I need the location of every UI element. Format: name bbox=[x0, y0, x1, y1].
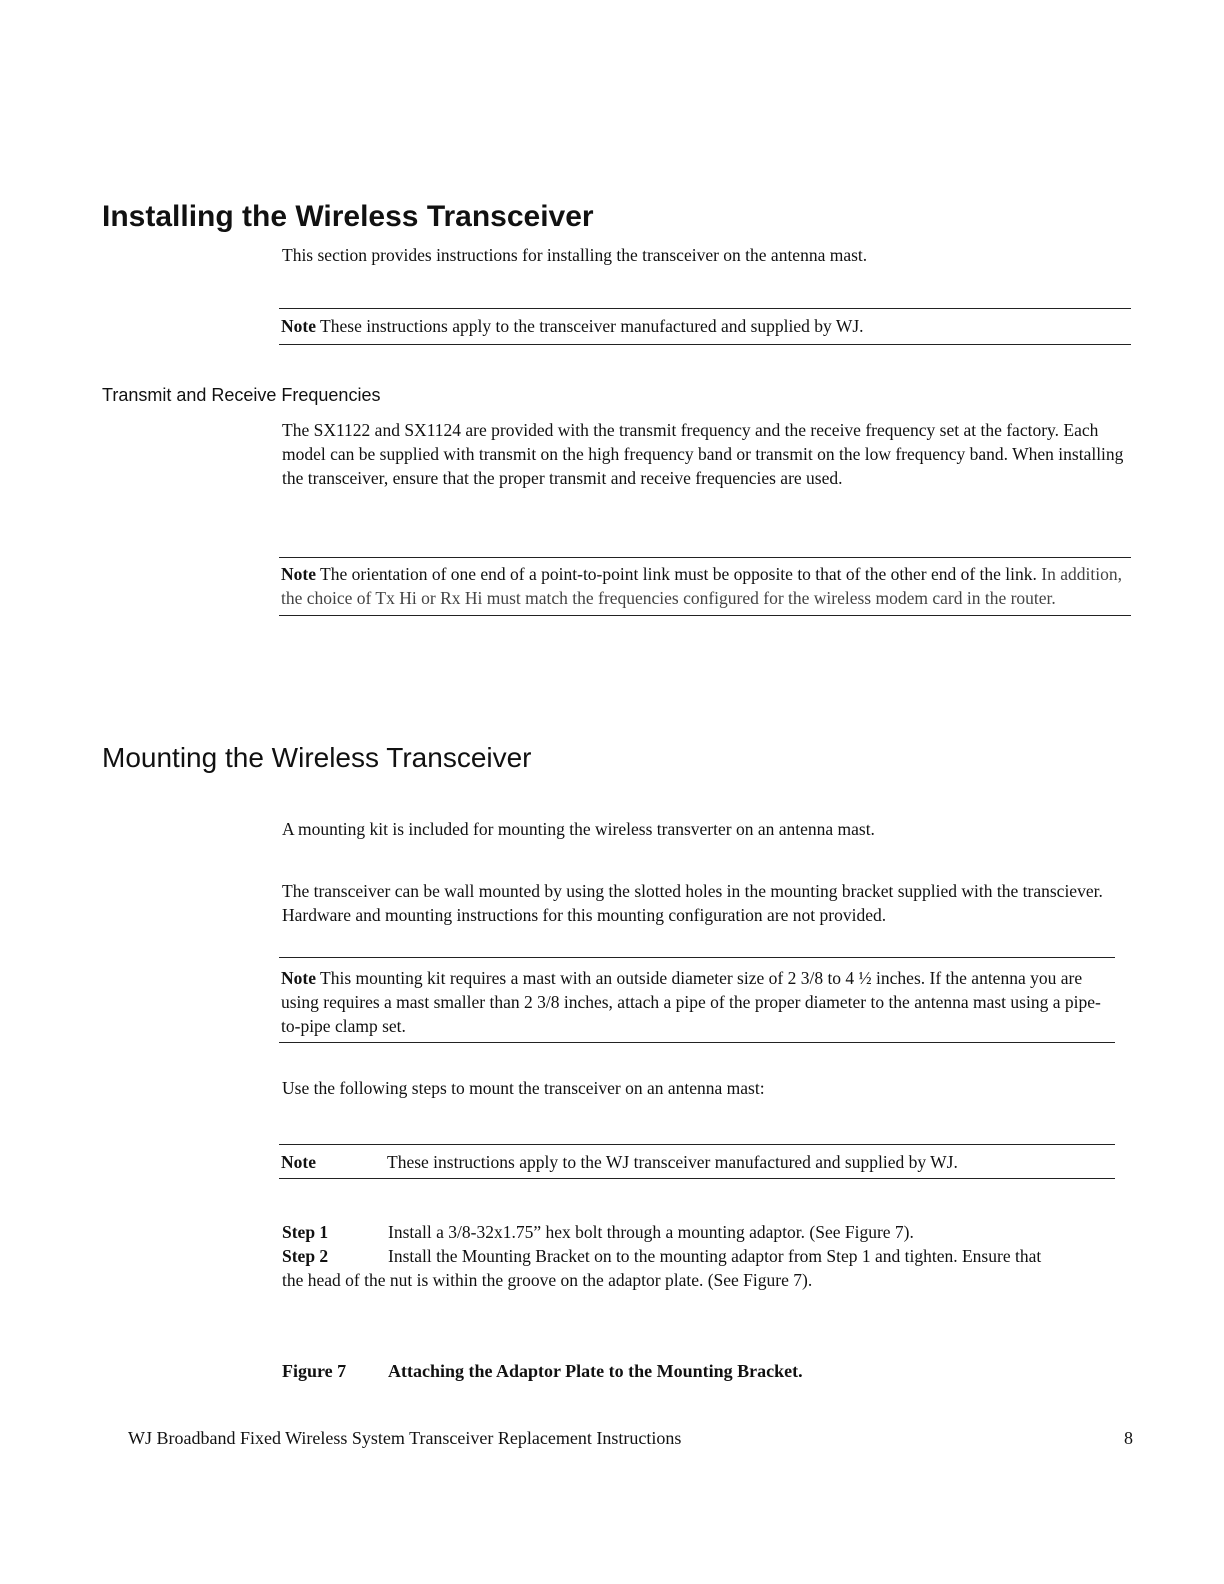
subsection-title-frequencies: Transmit and Receive Frequencies bbox=[102, 385, 381, 405]
frequencies-paragraph: The SX1122 and SX1124 are provided with the transmit frequency and the receive frequency set at the factory. Each model can be supplied with transmit on the high frequency band or transmit on the low frequency band. When installing the transceiver, ensure that the proper transmit and receive frequencies are used. bbox=[282, 420, 1124, 488]
note-text: This mounting kit requires a mast with an outside diameter size of 2 3/8 to 4 ½ inches. If the antenna bbox=[320, 968, 1026, 988]
mounting-para-1: A mounting kit is included for mounting the wireless transverter on an antenna mast. bbox=[282, 819, 875, 839]
note-box-orientation bbox=[279, 557, 1131, 616]
note-text: The orientation of one end of a point-to-point link must be opposite to that of the other end of the link. bbox=[320, 564, 1037, 584]
figure-caption-text: Attaching the Adaptor Plate to the Mounting Bracket. bbox=[388, 1361, 803, 1381]
step-list bbox=[282, 1220, 1152, 1292]
note-label: Note bbox=[281, 968, 316, 988]
step-item bbox=[282, 1244, 1152, 1268]
note-box-mast-size bbox=[279, 957, 1115, 1043]
step-text: Install a 3/8-32x1.75” hex bolt through a mounting adaptor. (See Figure 7). bbox=[388, 1222, 914, 1242]
note-text: These instructions apply to the WJ transceiver manufactured and supplied by WJ. bbox=[387, 1152, 958, 1172]
note-box-installing bbox=[279, 308, 1131, 345]
step-label: Step 1 bbox=[282, 1222, 329, 1242]
section-intro: This section provides instructions for installing the transceiver on the antenna mast. bbox=[282, 245, 868, 265]
page-number: 8 bbox=[1124, 1428, 1133, 1448]
figure-label: Figure 7 bbox=[282, 1361, 347, 1381]
section-title-installing: Installing the Wireless Transceiver bbox=[102, 200, 594, 233]
section-title-mounting: Mounting the Wireless Transceiver bbox=[102, 742, 532, 773]
footer-title: WJ Broadband Fixed Wireless System Transceiver Replacement Instructions bbox=[128, 1428, 682, 1448]
step-item bbox=[282, 1220, 1152, 1244]
note-text: These instructions apply to the transceiver manufactured and supplied by WJ. bbox=[320, 316, 864, 336]
note-label: Note bbox=[281, 316, 316, 336]
mounting-para-3: Use the following steps to mount the transceiver on an antenna mast: bbox=[282, 1078, 765, 1098]
note-label: Note bbox=[281, 564, 316, 584]
note-text-faint: In addition, the choice of Tx Hi or Rx Hi must match the frequencies configured for the wireless modem card in the router. bbox=[281, 564, 1122, 608]
step-label: Step 2 bbox=[282, 1246, 329, 1266]
step-continuation: the head of the nut is within the groove on the adaptor plate. (See Figure 7). bbox=[282, 1270, 813, 1290]
figure-caption bbox=[282, 1361, 803, 1382]
note-text: you are using requires a mast smaller than 2 3/8 inches, attach a pipe of the proper diameter to the antenna mast using a pipe-to-pipe clamp set. bbox=[281, 968, 1101, 1036]
note-box-wj bbox=[279, 1144, 1115, 1179]
note-label: Note bbox=[281, 1152, 316, 1172]
step-text: Install the Mounting Bracket on to the mounting adaptor from Step 1 and tighten. Ensure that bbox=[388, 1246, 1042, 1266]
mounting-para-2: The transceiver can be wall mounted by using the slotted holes in the mounting bracket supplied with the transciever. Hardware and mounting instructions for this mounting configuration are not provided. bbox=[282, 881, 1103, 925]
